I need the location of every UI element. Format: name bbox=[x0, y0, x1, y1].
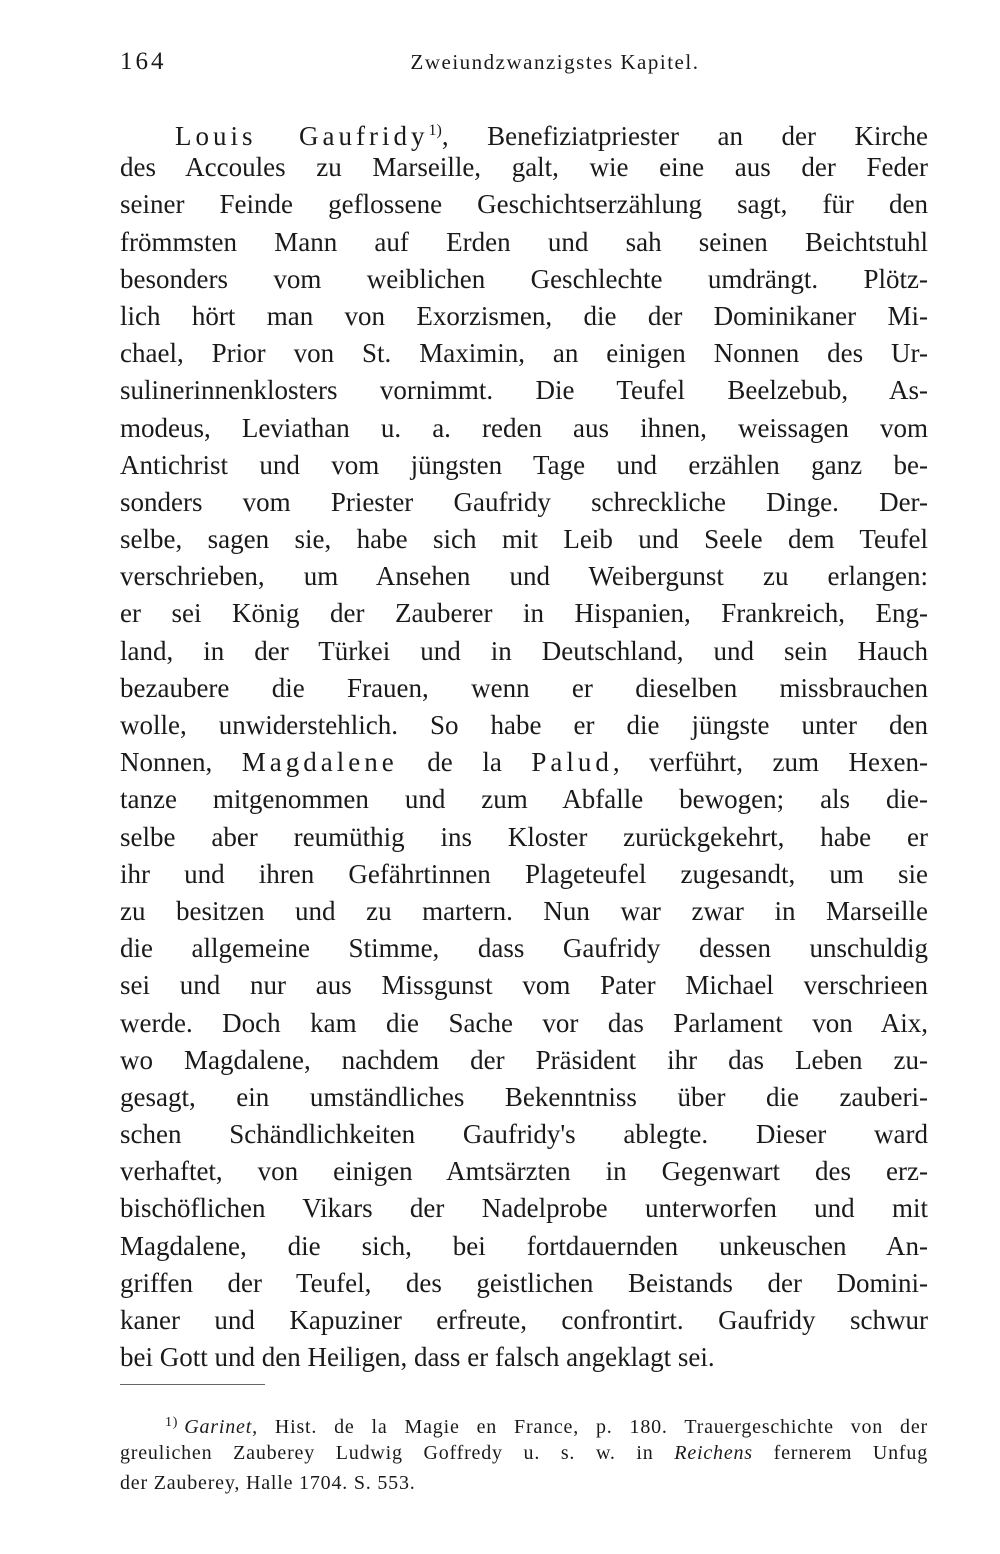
text-line: verschrieben, um Ansehen und Weibergunst zu erlangen: bbox=[120, 561, 928, 592]
text-line: verhaftet, von einigen Amtsärzten in Gegenwart des erz- bbox=[120, 1156, 928, 1187]
text-line: tanze mitgenommen und zum Abfalle bewogen; als die- bbox=[120, 784, 928, 815]
text-line: die allgemeine Stimme, dass Gaufridy dessen unschuldig bbox=[120, 933, 928, 964]
text-line: selbe, sagen sie, habe sich mit Leib und Seele dem Teufel bbox=[120, 524, 928, 555]
footnote-author: Garinet, bbox=[184, 1416, 258, 1438]
text-line: selbe aber reumüthig ins Kloster zurückgekehrt, habe er bbox=[120, 821, 928, 852]
text-line: wolle, unwiderstehlich. So habe er die jüngste unter den bbox=[120, 710, 928, 740]
main-text bbox=[120, 112, 928, 1376]
name-palud: Palud bbox=[531, 747, 613, 778]
text-line: werde. Doch kam die Sache vor das Parlament von Aix, bbox=[120, 1007, 928, 1038]
text-line: bischöflichen Vikars der Nadelprobe unterworfen und mit bbox=[120, 1193, 928, 1224]
text-line: seiner Feinde geflossene Geschichtserzählung sagt, für den bbox=[120, 189, 928, 220]
text-line: kaner und Kapuziner erfreute, confrontirt. Gaufridy schwur bbox=[120, 1305, 928, 1335]
text-line: frömmsten Mann auf Erden und sah seinen Beichtstuhl bbox=[120, 226, 928, 257]
text-line: land, in der Türkei und in Deutschland, und sein Hauch bbox=[120, 635, 928, 666]
text-line: sei und nur aus Missgunst vom Pater Michael verschrieen bbox=[120, 970, 928, 1001]
text-line: lich hört man von Exorzismen, die der Dominikaner Mi- bbox=[120, 300, 928, 331]
page-header bbox=[120, 48, 930, 82]
text-line: gesagt, ein umständliches Bekenntniss über die zauberi- bbox=[120, 1081, 928, 1112]
footnote bbox=[120, 1408, 928, 1498]
text-line: des Accoules zu Marseille, galt, wie eine aus der Feder bbox=[120, 152, 928, 183]
text-line: wo Magdalene, nachdem der Präsident ihr das Leben zu- bbox=[120, 1044, 928, 1075]
page-number: 164 bbox=[120, 48, 167, 75]
text-line: Magdalene, die sich, bei fortdauernden unkeuschen An- bbox=[120, 1230, 928, 1261]
footnote-reference: 1) bbox=[428, 122, 442, 139]
text-line: schen Schändlichkeiten Gaufridy's ablegte. Dieser ward bbox=[120, 1119, 928, 1150]
text-line: zu besitzen und zu martern. Nun war zwar in Marseille bbox=[120, 895, 928, 926]
footnote-line: $^{1)}$ Garinet, Hist. de la Magie en France, p. 180. Trauergeschichte von der bbox=[165, 1415, 928, 1438]
text-line: er sei König der Zauberer in Hispanien, Frankreich, Eng- bbox=[120, 598, 928, 629]
text-line: ihr und ihren Gefährtinnen Plageteufel zugesandt, um sie bbox=[120, 858, 928, 889]
text-line: modeus, Leviathan u. a. reden aus ihnen, weissagen vom bbox=[120, 412, 928, 443]
text-line: Antichrist und vom jüngsten Tage und erzählen ganz be- bbox=[120, 449, 928, 480]
name-gaufridy: Louis Gaufridy bbox=[175, 121, 429, 151]
text-line: sulinerinnenklosters vornimmt. Die Teufel Beelzebub, As- bbox=[120, 375, 928, 406]
running-head: Zweiundzwanzigstes Kapitel. bbox=[410, 50, 700, 74]
footnote-line: greulichen Zauberey Ludwig Goffredy u. s. w. in Reichens fernerem Unfug bbox=[120, 1442, 928, 1464]
footnote-line: der Zauberey, Halle 1704. S. 553. bbox=[120, 1472, 416, 1494]
text-line: griffen der Teufel, des geistlichen Beistands der Domini- bbox=[120, 1267, 928, 1298]
text-line: bei Gott und den Heiligen, dass er falsch angeklagt sei. bbox=[120, 1342, 715, 1373]
name-magdalene: Magdalene bbox=[241, 747, 398, 778]
footnote-mark: 1) bbox=[165, 1415, 179, 1430]
footnote-divider bbox=[120, 1384, 265, 1385]
text-line: Louis Gaufridy$^{1)}$, Benefiziatpriester an der Kirche bbox=[175, 121, 928, 151]
text-line: Nonnen, Magdalene de la Palud, verführt, zum Hexen- bbox=[120, 747, 928, 778]
text-line: besonders vom weiblichen Geschlechte umdrängt. Plötz- bbox=[120, 263, 928, 294]
text-line: chael, Prior von St. Maximin, an einigen Nonnen des Ur- bbox=[120, 338, 928, 369]
text-line: sonders vom Priester Gaufridy schreckliche Dinge. Der- bbox=[120, 486, 928, 517]
text-line: bezaubere die Frauen, wenn er dieselben missbrauchen bbox=[120, 672, 928, 703]
footnote-author-reichens: Reichens bbox=[674, 1442, 753, 1464]
